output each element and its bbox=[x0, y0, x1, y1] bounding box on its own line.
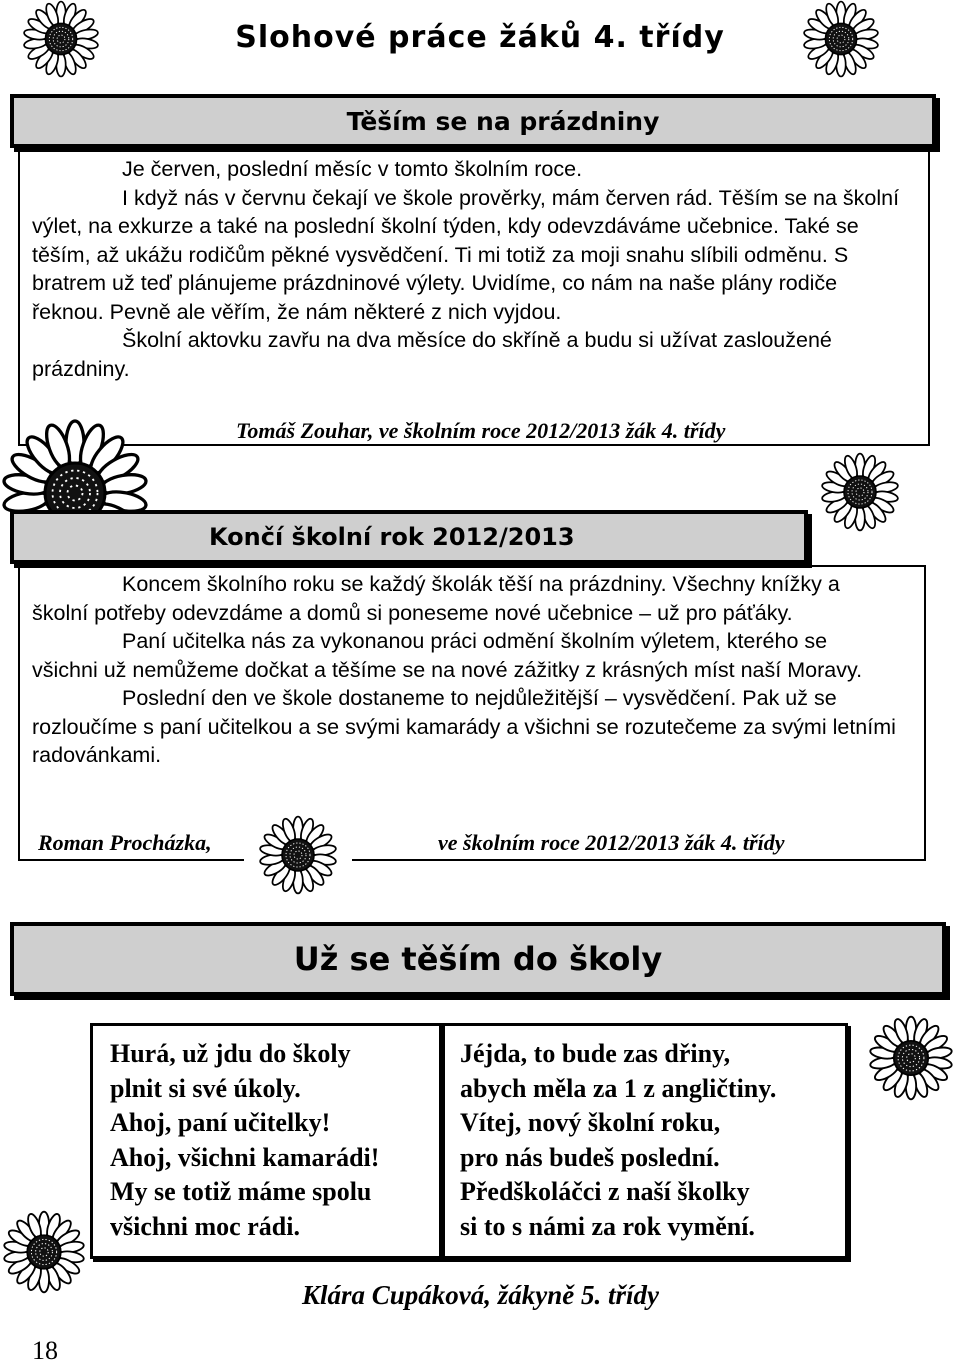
section3-heading bbox=[10, 922, 946, 996]
poem-line: pro nás budeš poslední. bbox=[460, 1142, 720, 1172]
poem-right bbox=[460, 1037, 776, 1244]
section2-signature-name: Roman Procházka, bbox=[38, 830, 212, 855]
section1-signature: Tomáš Zouhar, ve školním roce 2012/2013 žák 4. třídy bbox=[236, 418, 726, 443]
poem-line: Hurá, už jdu do školy bbox=[110, 1039, 351, 1068]
section3-signature: Klára Cupáková, žákyně 5. třídy bbox=[302, 1280, 660, 1310]
section1-paragraph: Školní aktovku zavřu na dva měsíce do skříně a budu si užívat zasloužené prázdniny. bbox=[32, 328, 832, 381]
page-title: Slohové práce žáků 4. třídy bbox=[235, 20, 725, 55]
sunflower-icon bbox=[2, 1210, 86, 1294]
section1-paragraph: Je červen, poslední měsíc v tomto školním roce. bbox=[122, 157, 583, 181]
poem-line: Jéjda, to bude zas dřiny, bbox=[460, 1039, 731, 1068]
section2-paragraph: Paní učitelka nás za vykonanou práci odmění školním výletem, kterého se všichni už nemůžeme dočkat a těšíme se na nové zážitky z krásných míst naší Moravy. bbox=[32, 629, 863, 682]
section1-heading bbox=[10, 94, 936, 148]
poem-line: všichni moc rádi. bbox=[110, 1211, 300, 1241]
section3-heading-text: Už se těším do školy bbox=[293, 940, 663, 978]
page-number: 18 bbox=[32, 1336, 58, 1365]
section2-heading bbox=[10, 510, 808, 564]
poem-line: My se totiž máme spolu bbox=[110, 1177, 372, 1206]
section2-text bbox=[32, 570, 898, 770]
section2-paragraph: Poslední den ve škole dostaneme to nejdůležitější – vysvědčení. Pak už se rozloučíme s paní učitelkou a se svými kamarády a všichni se rozutečeme za svými letními radovánkami. bbox=[32, 686, 896, 767]
poem-line: si to s námi za rok vymění. bbox=[460, 1211, 755, 1241]
section1-paragraph: I když nás v červnu čekají ve škole prověrky, mám červen rád. Těším se na školní výlet, na exkurze a také na poslední školní týden, kdy odevzdáváme učebnice. Také se těším, až ukážu rodičům pěkné vysvědčení. Ti mi totiž za moji snahu slíbili odměnu. S bratrem už teď plánujeme prázdninové výlety. Uvidíme, co nám na naše plány rodiče řeknou. Pevně ale věřím, že nám některé z nich vyjdou. bbox=[32, 185, 900, 324]
section2-paragraph: Koncem školního roku se každý školák těší na prázdniny. Všechny knížky a školní potřeby odevzdáme a domů si poneseme nové učebnice – už pro páťáky. bbox=[32, 572, 840, 625]
poem-line: Vítej, nový školní roku, bbox=[460, 1108, 721, 1137]
poem-line: abych měla za 1 z angličtiny. bbox=[460, 1073, 777, 1103]
poem-left bbox=[110, 1037, 379, 1244]
sunflower-icon bbox=[868, 1015, 954, 1101]
sunflower-icon bbox=[802, 0, 880, 78]
sunflower-icon bbox=[820, 452, 900, 532]
poem-line: Předškoláčci z naší školky bbox=[460, 1177, 750, 1206]
section2-signature-rest: ve školním roce 2012/2013 žák 4. třídy bbox=[438, 830, 785, 855]
section1-heading-text: Těším se na prázdniny bbox=[346, 106, 660, 136]
poem-line: Ahoj, všichni kamarádi! bbox=[110, 1142, 380, 1172]
sunflower-icon bbox=[258, 815, 338, 895]
sunflower-icon bbox=[22, 0, 100, 78]
section1-text bbox=[32, 155, 902, 383]
poem-line: plnit si své úkoly. bbox=[110, 1073, 301, 1103]
poem-line: Ahoj, paní učitelky! bbox=[110, 1108, 331, 1137]
section2-heading-text: Končí školní rok 2012/2013 bbox=[209, 523, 575, 551]
